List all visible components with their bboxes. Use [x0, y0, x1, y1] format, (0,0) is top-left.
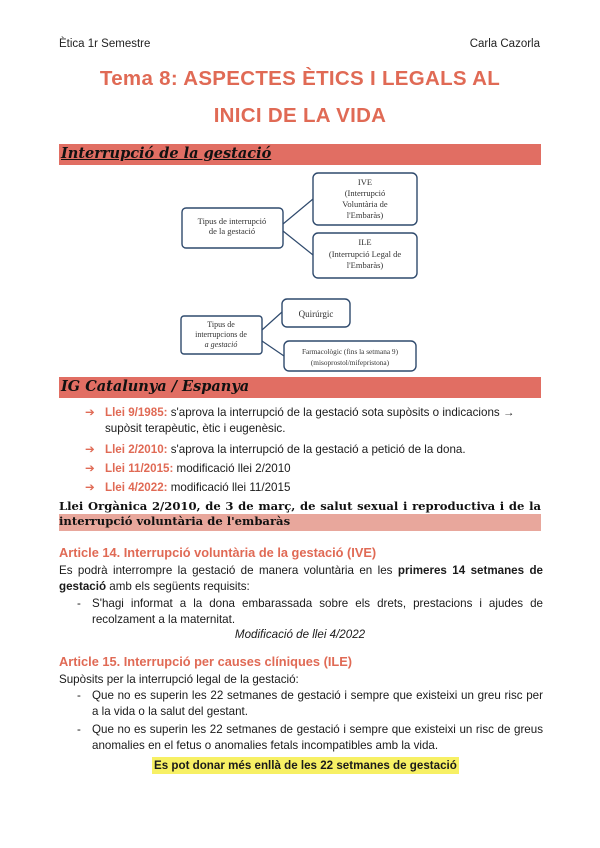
gestation-types-diagram — [0, 165, 600, 385]
article14-title: Article 14. Interrupció voluntària de la gestació (IVE) — [59, 545, 377, 560]
dash-bullet-icon: - — [77, 597, 81, 610]
page-title-line2: INICI DE LA VIDA — [213, 104, 387, 127]
law-name: Llei 9/1985: — [105, 406, 168, 419]
diagram-ive-label-2: (Interrupció — [344, 188, 386, 198]
article15-intro: Supòsits per la interrupció legal de la gestació: — [59, 673, 299, 686]
list-item — [85, 442, 545, 458]
diagram-ive-label-4: l'Embaràs) — [346, 210, 384, 220]
diagram-ile-label-2: (Interrupció Legal de — [328, 249, 402, 259]
article14-modification: Modificació de llei 4/2022 — [234, 628, 366, 641]
header-subject: Ètica 1r Semestre — [59, 38, 151, 50]
header-author: Carla Cazorla — [469, 38, 540, 50]
law-description: modificació llei 2/2010 — [173, 462, 291, 475]
arrow-right-icon: ➔ — [85, 481, 95, 494]
requirement-text: S'hagi informat a la dona embarassada sobre els drets, prestacions i ajudes de recolzament a la maternitat. — [92, 597, 543, 626]
list-item — [85, 480, 545, 496]
arrow-right-icon: ➔ — [85, 443, 95, 456]
diagram-ile-label-3: l'Embaràs) — [346, 260, 384, 270]
diagram2-root-label-1: Tipus de — [207, 320, 235, 329]
law-description: s'aprova la interrupció de la gestació a petició de la dona. — [167, 443, 466, 456]
list-item — [85, 461, 545, 477]
page-title-line1: Tema 8: ASPECTES ÈTICS I LEGALS AL — [99, 67, 501, 90]
arrow-right-icon: ➔ — [85, 462, 95, 475]
law-name: Llei 11/2015: — [105, 462, 174, 475]
article14-requirement — [77, 596, 543, 628]
diagram2-pharma-label-1: Farmacològic (fins la setmana 9) — [301, 347, 399, 356]
law-list — [85, 405, 545, 496]
diagram2-pharma-label-2: (misoprostol/mifepristona) — [310, 358, 390, 367]
diagram2-root-label-3: a gestació — [204, 340, 238, 349]
article14-intro — [59, 563, 543, 595]
case-text: Que no es superin les 22 setmanes de gestació i sempre que existeixi un risc de greus anomalies en el fetus o anomalies fetals incompatibles amb la vida. — [92, 723, 543, 752]
article14-intro-end: amb els següents requisits: — [106, 580, 250, 593]
section-heading-2: IG Catalunya / Espanya — [61, 378, 250, 395]
case-text: Que no es superin les 22 setmanes de gestació i sempre que existeixi un greu risc per a la vida o la salut del gestant. — [92, 689, 543, 718]
law-description: s'aprova la interrupció de la gestació sota supòsits o indicacions → supòsit terapèutic, ètic i eugenèsic. — [105, 406, 515, 435]
dash-bullet-icon: - — [77, 723, 81, 736]
law-name: Llei 4/2022: — [105, 481, 168, 494]
article15-case — [77, 722, 543, 754]
diagram-root-label-2: de la gestació — [208, 226, 256, 236]
section-heading-bar-2 — [59, 377, 541, 398]
diagram2-surgical-label: Quirúrgic — [298, 309, 334, 319]
diagram-ive-label-3: Voluntària de — [342, 199, 388, 209]
article15-case — [77, 688, 543, 720]
section-heading-bar — [59, 144, 541, 165]
diagram-root-label-1: Tipus de interrupció — [197, 216, 267, 226]
dash-bullet-icon: - — [77, 689, 81, 702]
diagram-ile-label-1: ILE — [358, 237, 372, 247]
diagram2-root-label-2: interrupcions de — [195, 330, 247, 339]
section-heading: Interrupció de la gestació — [61, 145, 272, 162]
article15-title: Article 15. Interrupció per causes clíniques (ILE) — [59, 654, 352, 669]
diagram-ive-label-1: IVE — [357, 177, 373, 187]
arrow-right-icon: ➔ — [85, 406, 95, 419]
article14-intro-text: Es podrà interrompre la gestació de manera voluntària en les — [59, 564, 398, 577]
article15-highlight-note: Es pot donar més enllà de les 22 setmanes de gestació — [154, 759, 457, 772]
organic-law-title: Llei Orgànica 2/2010, de 3 de març, de salut sexual i reproductiva i de la interrupció voluntària de l'embaràs — [59, 499, 541, 528]
law-description: modificació llei 11/2015 — [167, 481, 291, 494]
article14-intro-bold: primeres 14 setmanes de gestació — [59, 564, 543, 593]
list-item — [85, 405, 545, 437]
law-name: Llei 2/2010: — [105, 443, 168, 456]
